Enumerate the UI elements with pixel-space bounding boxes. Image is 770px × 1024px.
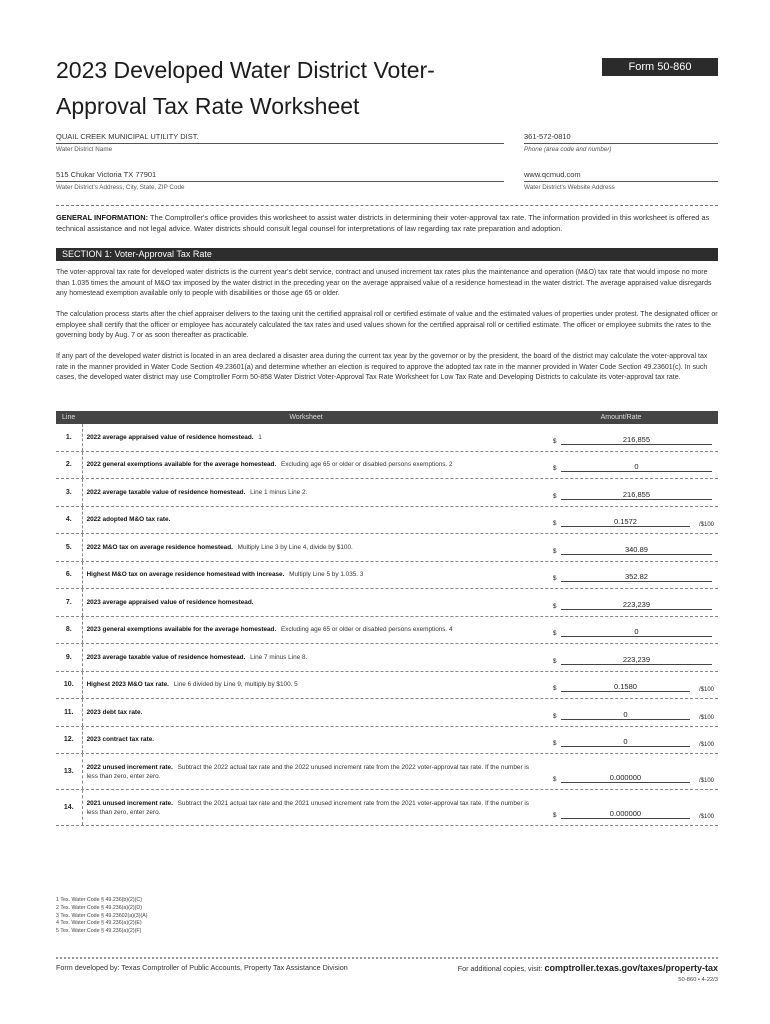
line-number: 1. (56, 424, 83, 451)
table-row (56, 562, 718, 590)
line-title: 2023 average taxable value of residence homestead. (86, 653, 246, 661)
line-title: 2022 adopted M&O tax rate. (86, 516, 171, 524)
section-1-paragraph: The voter-approval tax rate for developed water districts is the current year's debt service, contract and unused increment tax rates plus the maintenance and operation (M&O) tax rate that would impose no more than 1.035 times the amount of M&O tax imposed by the water district in the preceding year on the average appraised value of a residence homestead in the water district. The average appraised value disregards any homestead exemption available only to people with disabilities or those age 65 or older. (56, 269, 712, 297)
phone-label: Phone (area code and number) (524, 146, 612, 153)
line-title: 2023 debt tax rate. (86, 708, 143, 716)
amount-cell (547, 589, 718, 616)
column-header-worksheet: Worksheet (289, 414, 323, 421)
footnote: 1 Tex. Water Code § 49.236(b)(2)(C) (56, 897, 142, 903)
district-name-label: Water District Name (56, 146, 113, 153)
dollar-sign: $ (552, 575, 557, 582)
line-description (83, 507, 547, 534)
website-field (524, 168, 718, 191)
line-number: 7. (56, 589, 83, 616)
table-body (56, 424, 718, 826)
line-title: Highest M&O tax on average residence homestead with increase. (86, 571, 285, 579)
footer-copies-link[interactable]: comptroller.texas.gov/taxes/property-tax (544, 963, 718, 973)
line-instruction: Line 6 divided by Line 9, multiply by $100. 5 (171, 681, 298, 689)
amount-value: 0.1572 (561, 517, 690, 527)
amount-value: 216,855 (561, 490, 712, 500)
amount-value: 216,855 (561, 435, 712, 445)
table-header (56, 411, 718, 424)
rate-unit: /$100 (698, 522, 714, 528)
general-information (56, 212, 718, 234)
table-row (56, 534, 718, 562)
footer-copies-text: For additional copies, visit: (457, 964, 543, 973)
dollar-sign: $ (552, 437, 557, 445)
rate-unit: /$100 (698, 687, 714, 693)
table-row (56, 672, 718, 700)
line-number: 9. (56, 644, 83, 671)
dollar-sign: $ (552, 465, 557, 472)
line-description (83, 699, 547, 726)
amount-value: 0 (561, 737, 690, 747)
amount-value: 0.000000 (561, 809, 690, 819)
amount-cell (547, 452, 718, 479)
rate-unit: /$100 (698, 714, 714, 721)
amount-cell (547, 754, 718, 789)
page-title: 2023 Developed Water District Voter- Approval Tax Rate Worksheet (56, 57, 435, 119)
table-row (56, 699, 718, 727)
line-instruction: Multiply Line 3 by Line 4, divide by $100. (235, 543, 353, 551)
table-row (56, 589, 718, 617)
dollar-sign: $ (552, 630, 557, 637)
line-title: 2022 general exemptions available for the average homestead. (86, 461, 277, 469)
line-instruction: Excluding age 65 or older or disabled persons exemptions. 4 (279, 626, 453, 634)
line-instruction: Excluding age 65 or older or disabled persons exemptions. 2 (279, 461, 453, 469)
line-description (83, 754, 547, 789)
address-field (56, 168, 504, 191)
rate-unit: /$100 (698, 814, 714, 820)
line-description (83, 562, 547, 589)
line-number: 6. (56, 562, 83, 589)
line-number: 11. (56, 699, 83, 726)
amount-cell (547, 644, 718, 671)
line-title: 2023 general exemptions available for the average homestead. (86, 626, 277, 634)
line-description (83, 424, 547, 451)
amount-cell (547, 507, 718, 534)
line-number: 12. (56, 727, 83, 754)
website-value: www.qcmud.com (524, 168, 718, 182)
dollar-sign: $ (552, 602, 557, 610)
section-1-paragraph: If any part of the developed water district is located in an area declared a disaster area during the current tax year by the governor or by the president, the board of the district may calculate the voter-approval tax rate in the manner provided in Water Code Section 49.23601(a) and determine whether an election is required to approve the adopted tax rate in the manner provided in Water Code Section 49.23601(c). In such cases, the developed water district may use Comptroller Form 50-858 Water District Voter-Approval Tax Rate Worksheet for Low Tax Rate and Developing Districts to calculate its voter-approval tax rate. (56, 353, 708, 381)
line-description (83, 727, 547, 754)
line-number: 10. (56, 672, 83, 699)
line-description (83, 790, 547, 825)
line-number: 2. (56, 452, 83, 479)
phone-value: 361-572-0810 (524, 130, 718, 144)
line-title: 2022 unused increment rate. (86, 763, 173, 771)
line-number: 4. (56, 507, 83, 534)
amount-cell (547, 672, 718, 699)
divider (56, 205, 718, 206)
dollar-sign: $ (552, 547, 557, 555)
dollar-sign: $ (552, 812, 557, 819)
amount-cell (547, 790, 718, 825)
line-description (83, 479, 547, 506)
amount-cell (547, 617, 718, 644)
amount-value: 223,239 (561, 655, 712, 665)
amount-value: 0 (561, 462, 712, 472)
amount-value: 340.89 (561, 545, 712, 555)
section-1-paragraph: The calculation process starts after the chief appraiser delivers to the taxing unit the certified appraisal roll or certified estimate of value and the estimated values of properties under protest. The designated officer or employee shall certify that the officer or employee has accurately calculated the tax rates and used values shown for the certified appraisal roll or certified estimate. The officer or employee submits the rates to the governing body by Aug. 7 or as soon thereafter as practicable. (56, 311, 718, 339)
line-instruction: Line 7 minus Line 8. (248, 653, 308, 661)
table-row (56, 507, 718, 535)
amount-value: 223,239 (561, 600, 712, 610)
line-description (83, 672, 547, 699)
section-1-header: SECTION 1: Voter-Approval Tax Rate (56, 248, 718, 261)
footnotes (56, 897, 356, 936)
table-row (56, 727, 718, 755)
rate-unit: /$100 (698, 742, 714, 748)
dollar-sign: $ (552, 492, 557, 500)
column-header-line: Line (62, 414, 76, 421)
line-description (83, 452, 547, 479)
footnote: 4 Tex. Water Code § 49.236(a)(2)(E) (56, 920, 142, 927)
amount-value: 0 (561, 710, 690, 720)
general-information-label: GENERAL INFORMATION: (56, 213, 149, 222)
amount-cell (547, 727, 718, 754)
line-description (83, 617, 547, 644)
table-row (56, 617, 718, 645)
footer-form-code: 50-860 • 4-22/3 (678, 977, 718, 983)
dollar-sign: $ (552, 685, 557, 692)
table-row (56, 452, 718, 480)
dollar-sign: $ (552, 657, 557, 665)
address-value: 515 Chukar Victoria TX 77901 (56, 168, 504, 182)
table-row (56, 644, 718, 672)
line-title: 2021 unused increment rate. (86, 799, 173, 807)
dollar-sign: $ (552, 712, 557, 720)
table-row (56, 790, 718, 826)
footnote: 5 Tex. Water Code § 49.236(a)(2)(F) (56, 928, 142, 935)
line-title: 2023 average appraised value of residence homestead. (86, 598, 254, 606)
column-header-amount: Amount/Rate (600, 414, 642, 421)
line-number: 13. (56, 754, 83, 789)
dollar-sign: $ (552, 776, 557, 783)
line-number: 14. (56, 790, 83, 825)
line-instruction: Line 1 minus Line 2. (248, 488, 308, 496)
line-instruction: Multiply Line 5 by 1.035. 3 (287, 571, 364, 579)
line-title: Highest 2023 M&O tax rate. (86, 681, 169, 689)
line-title: 2022 M&O tax on average residence homestead. (86, 543, 233, 551)
amount-value: 352.82 (561, 572, 712, 582)
line-title: 2022 average taxable value of residence homestead. (86, 488, 246, 496)
amount-cell (547, 534, 718, 561)
line-number: 8. (56, 617, 83, 644)
footnote: 2 Tex. Water Code § 49.236(a)(2)(D) (56, 904, 142, 911)
website-label: Water District's Website Address (524, 184, 615, 191)
line-instruction: 1 (256, 433, 262, 441)
amount-value: 0.000000 (561, 773, 690, 783)
amount-value: 0 (561, 627, 712, 637)
rate-unit: /$100 (698, 778, 714, 784)
line-title: 2023 contract tax rate. (86, 736, 155, 744)
table-row (56, 754, 718, 790)
general-information-text: The Comptroller's office provides this worksheet to assist water districts in determining their voter-approval tax rate. The information provided in this worksheet is offered as technical assistance and not legal advice. Water districts should consult legal counsel for interpretations of law regarding tax rate preparation and adoption. (56, 213, 710, 233)
line-description (83, 644, 547, 671)
amount-cell (547, 699, 718, 726)
line-number: 5. (56, 534, 83, 561)
amount-value: 0.1580 (561, 682, 690, 692)
district-name-value: QUAIL CREEK MUNICIPAL UTILITY DIST. (56, 130, 504, 144)
amount-cell (547, 424, 718, 451)
dollar-sign: $ (552, 520, 557, 527)
line-description (83, 534, 547, 561)
line-instruction: Subtract the 2021 actual tax rate and the 2021 unused increment rate from the 2021 voter-approval tax rate. If the number is less than zero, enter zero. (86, 799, 529, 816)
dollar-sign: $ (552, 740, 557, 747)
footer-divider (56, 957, 718, 959)
worksheet-table (56, 411, 718, 826)
amount-cell (547, 562, 718, 589)
form-number-badge: Form 50-860 (602, 58, 718, 76)
footer-developed-by: Form developed by: Texas Comptroller of Public Accounts, Property Tax Assistance Division (56, 963, 348, 972)
table-row (56, 479, 718, 507)
line-title: 2022 average appraised value of residence homestead. (86, 433, 254, 441)
line-number: 3. (56, 479, 83, 506)
phone-field (524, 130, 718, 153)
line-description (83, 589, 547, 616)
amount-cell (547, 479, 718, 506)
footer-copies (458, 963, 718, 973)
district-name-field (56, 130, 504, 153)
footnote: 3 Tex. Water Code § 49.23602(a)(3)(A) (56, 912, 148, 919)
table-row (56, 424, 718, 452)
line-instruction: Subtract the 2022 actual tax rate and the 2022 unused increment rate from the 2022 voter-approval tax rate. If the number is less than zero, enter zero. (86, 763, 529, 780)
address-label: Water District's Address, City, State, ZIP Code (56, 184, 185, 191)
